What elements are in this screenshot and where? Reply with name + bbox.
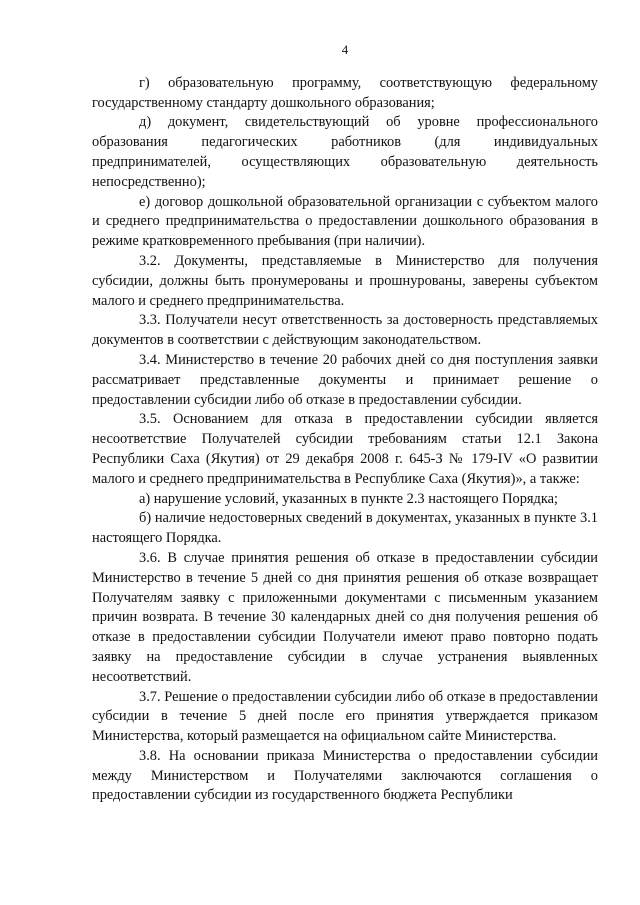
paragraph-3-3: 3.3. Получатели несут ответственность за достоверность представляемых документов в соответствии с действующим законодательством. bbox=[92, 312, 598, 349]
paragraph-3-5: 3.5. Основанием для отказа в предоставлении субсидии является несоответствие Получателей субсидии требованиям статьи 12.1 Закона Республики Саха (Якутия) от 29 декабря 2008 г. 645-З № 179-IV «О развитии малого и среднего предпринимательства в Республике Саха (Якутия)», а также: bbox=[92, 411, 598, 487]
paragraph-3-6: 3.6. В случае принятия решения об отказе в предоставлении субсидии Министерство в течение 5 дней со дня принятия решения об отказе возвращает Получателям заявку с приложенными документами с письменным указанием причин возврата. В течение 30 календарных дней со дня получения решения об отказе в предоставлении субсидии Получатели имеют право повторно подать заявку на предоставление субсидии в случае устранения выявленных несоответствий. bbox=[92, 549, 598, 685]
paragraph-item-a: а) нарушение условий, указанных в пункте 2.3 настоящего Порядка; bbox=[139, 490, 559, 507]
paragraph-3-7: 3.7. Решение о предоставлении субсидии либо об отказе в предоставлении субсидии в течение 5 дней после его принятия утверждается приказом Министерства, который размещается на официальном сайте Министерства. bbox=[92, 688, 598, 745]
paragraph-item-g: г) образовательную программу, соответствующую федеральному государственному стандарту дошкольного образования; bbox=[92, 74, 598, 111]
paragraph-item-b: б) наличие недостоверных сведений в документах, указанных в пункте 3.1 настоящего Порядка. bbox=[92, 510, 598, 547]
paragraph-item-e: е) договор дошкольной образовательной организации с субъектом малого и среднего предпринимательства о предоставлении дошкольного образования в режиме кратковременного пребывания (при наличии). bbox=[92, 193, 598, 250]
paragraph-3-8: 3.8. На основании приказа Министерства о предоставлении субсидии между Министерством и Получателями заключаются соглашения о предоставлении субсидии из государственного бюджета Республики bbox=[92, 747, 598, 804]
paragraph-item-d: д) документ, свидетельствующий об уровне профессионального образования педагогических работников (для индивидуальных предпринимателей, осуществляющих образовательную деятельность непосредственно); bbox=[92, 114, 598, 190]
paragraph-3-4: 3.4. Министерство в течение 20 рабочих дней со дня поступления заявки рассматривает представленные документы и принимает решение о предоставлении субсидии либо об отказе в предоставлении субсидии. bbox=[92, 351, 598, 408]
page-number: 4 bbox=[341, 42, 349, 57]
paragraph-3-2: 3.2. Документы, представляемые в Министерство для получения субсидии, должны быть пронумерованы и прошнурованы, заверены субъектом малого и среднего предпринимательства. bbox=[92, 252, 598, 309]
